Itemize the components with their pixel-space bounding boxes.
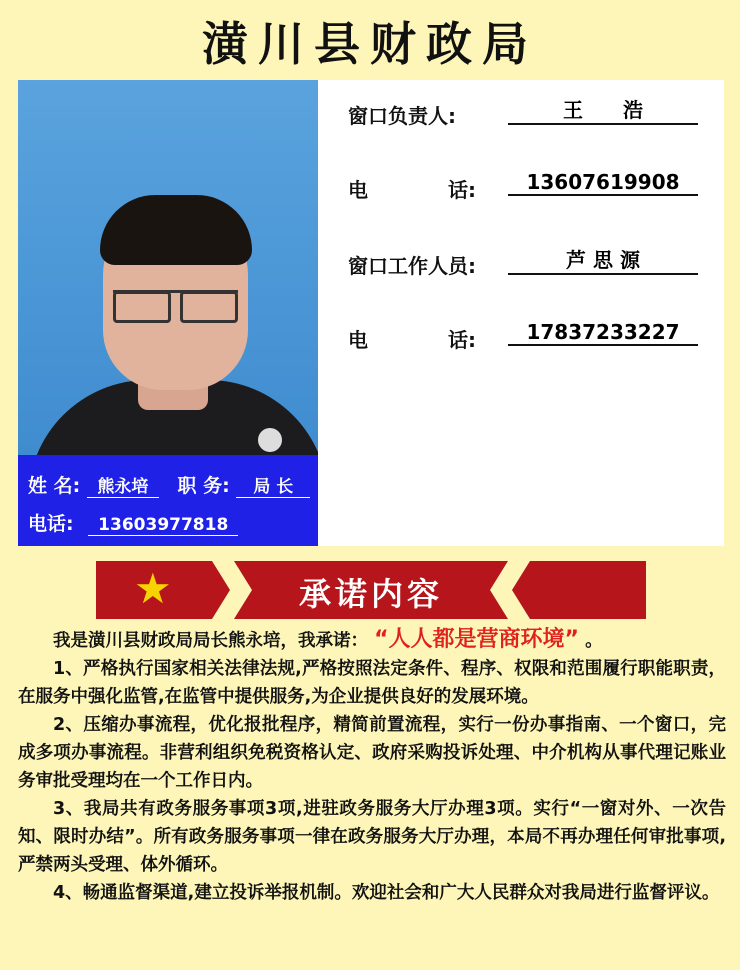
star-icon: ★: [134, 564, 172, 613]
leader-name: 熊永培: [87, 472, 159, 498]
phone-label: 电话:: [28, 513, 74, 535]
leader-name-row: [28, 471, 310, 498]
post-label: 职 务:: [177, 475, 230, 497]
commitment-item-1: 1、严格执行国家相关法律法规,严格按照法定条件、程序、权限和范围履行职能职责，在服务中强化监管,在监管中提供服务,为企业提供良好的发展环境。: [18, 659, 726, 707]
slogan-text: “人人都是营商环境”: [374, 627, 580, 652]
intro-end: 。: [585, 631, 603, 651]
staff-name: 芦 思 源: [508, 244, 698, 275]
glasses-icon: [113, 290, 238, 323]
leader-phone: 13603977818: [88, 515, 238, 536]
commitment-intro: [18, 626, 726, 655]
leader-info-box: [18, 455, 318, 546]
commitment-banner: [96, 561, 646, 619]
commitment-text: [18, 626, 726, 907]
staff-phone-label: 电 话:: [348, 328, 476, 352]
manager-name: 王 浩: [508, 94, 698, 125]
commitment-item-3: 3、我局共有政务服务事项3项,进驻政务服务大厅办理3项。实行“一窗对外、一次告知、限时办结”。所有政务服务事项一律在政务服务大厅办理，本局不再办理任何审批事项,严禁两头受理、体外循环。: [18, 799, 726, 875]
intro-text: 我是潢川县财政局局长熊永培，我承诺：: [53, 631, 368, 651]
manager-phone: 13607619908: [508, 170, 698, 196]
staff-label: 窗口工作人员:: [348, 254, 476, 278]
leader-photo-panel: [18, 80, 318, 546]
banner-title: 承诺内容: [298, 575, 443, 613]
commitment-item-4: 4、畅通监督渠道,建立投诉举报机制。欢迎社会和广大人民群众对我局进行监督评议。: [53, 883, 720, 903]
manager-label: 窗口负责人:: [348, 104, 456, 128]
contact-panel: [318, 80, 724, 546]
manager-phone-label: 电 话:: [348, 178, 476, 202]
commitment-item-2: 2、压缩办事流程，优化报批程序，精简前置流程，实行一份办事指南、一个窗口，完成多项办事流程。非营利组织免税资格认定、政府采购投诉处理、中介机构从事代理记账业务审批受理均在一个工作日内。: [18, 715, 726, 791]
leader-phone-row: [28, 509, 238, 536]
name-label: 姓 名:: [28, 475, 81, 497]
portrait-hair: [100, 195, 252, 265]
badge-pin-icon: [258, 428, 282, 452]
leader-post: 局 长: [236, 472, 310, 498]
staff-phone: 17837233227: [508, 320, 698, 346]
page-title: 潢川县财政局: [202, 17, 538, 71]
